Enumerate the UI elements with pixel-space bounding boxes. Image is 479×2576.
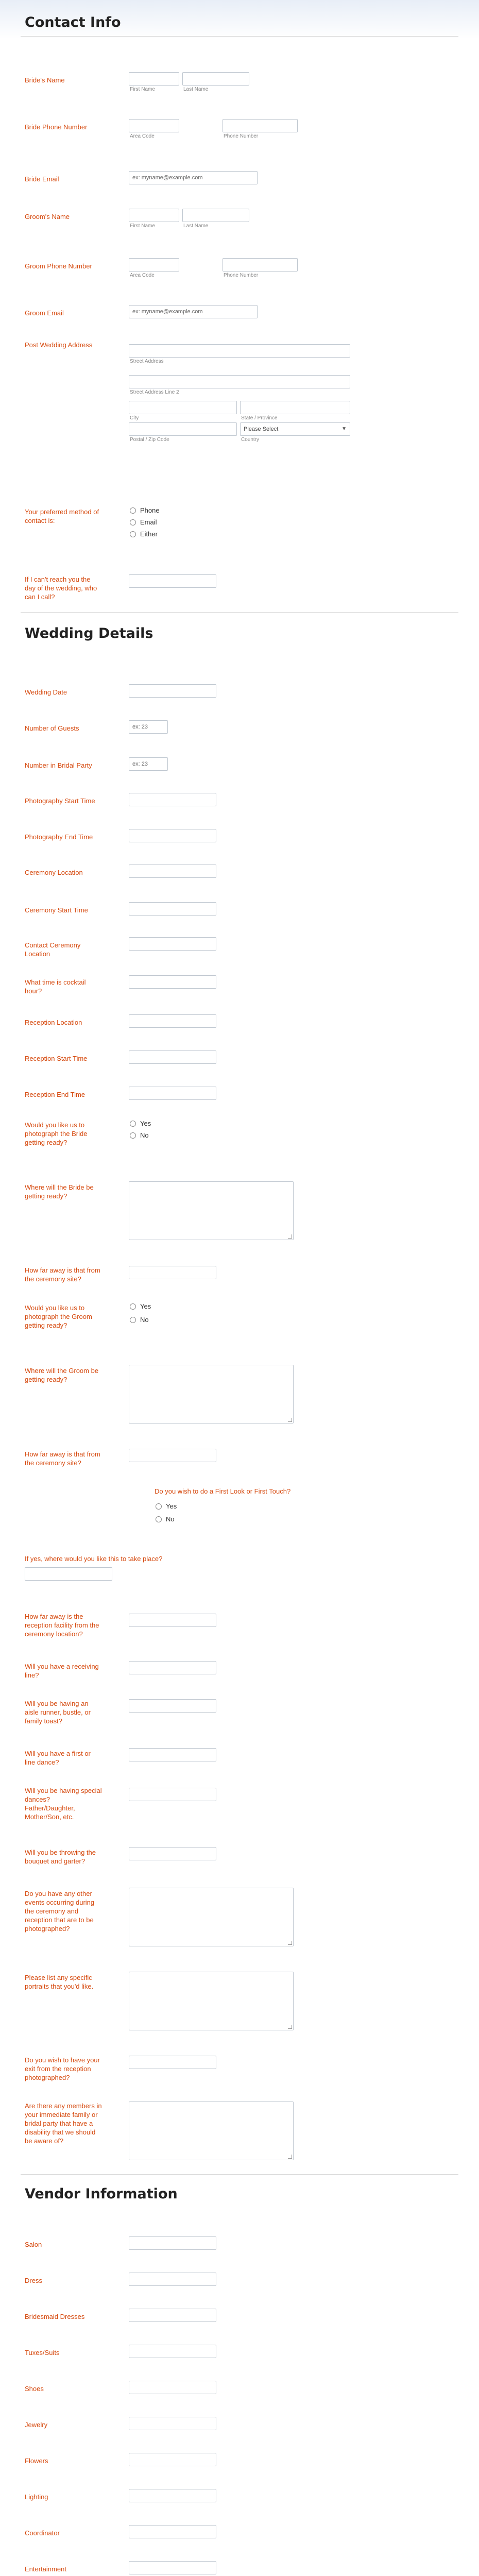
street-address-input[interactable] — [129, 344, 350, 358]
vendor-info-heading: Vendor Information — [25, 2186, 178, 2202]
ceremony-location-label: Ceremony Location — [25, 869, 83, 876]
first-dance-input[interactable] — [129, 1748, 216, 1761]
groom-first-name-input[interactable] — [129, 209, 179, 222]
bride-ready-yes-radio[interactable] — [130, 1121, 136, 1127]
vendor-bridesmaid-input[interactable] — [129, 2309, 216, 2322]
groom-ready-no-radio[interactable] — [130, 1317, 136, 1323]
ceremony-location-input[interactable] — [129, 865, 216, 878]
ceremony-start-label: Ceremony Start Time — [25, 906, 88, 914]
first-look-where-input[interactable] — [25, 1567, 112, 1581]
where-bride-label: Where will the Bride be getting ready? — [25, 1183, 94, 1200]
groom-email-label: Groom Email — [25, 309, 64, 317]
vendor-bridesmaid-label: Bridesmaid Dresses — [25, 2313, 85, 2320]
disability-label: Are there any members in your immediate family or bridal party that have a disability that we should be aware of? — [25, 2102, 102, 2145]
vendor-entertainment-label: Entertainment — [25, 2565, 66, 2573]
where-bride-textarea[interactable] — [129, 1181, 294, 1240]
first-name-sublabel: First Name — [130, 223, 155, 229]
aisle-runner-input[interactable] — [129, 1699, 216, 1713]
photo-end-label: Photography End Time — [25, 833, 93, 841]
bouquet-garter-input[interactable] — [129, 1847, 216, 1860]
wedding-details-heading: Wedding Details — [25, 625, 153, 641]
receiving-line-input[interactable] — [129, 1661, 216, 1674]
vendor-lighting-label: Lighting — [25, 2493, 48, 2501]
num-party-input[interactable]: ex: 23 — [129, 757, 168, 771]
first-look-where-label: If yes, where would you like this to take place? — [25, 1555, 163, 1563]
vendor-jewelry-label: Jewelry — [25, 2421, 48, 2429]
bride-ready-no-radio[interactable] — [130, 1132, 136, 1139]
section-divider — [21, 2174, 458, 2175]
bride-ready-yes-option: Yes — [140, 1120, 151, 1127]
groom-name-label: Groom's Name — [25, 213, 70, 221]
vendor-shoes-input[interactable] — [129, 2381, 216, 2394]
vendor-dress-input[interactable] — [129, 2273, 216, 2286]
how-far-groom-input[interactable] — [129, 1449, 216, 1462]
emergency-contact-input[interactable] — [129, 574, 216, 588]
vendor-shoes-label: Shoes — [25, 2385, 44, 2393]
photo-end-input[interactable] — [129, 829, 216, 842]
area-code-sublabel: Area Code — [130, 273, 155, 278]
reception-location-input[interactable] — [129, 1014, 216, 1028]
num-party-label: Number in Bridal Party — [25, 761, 92, 769]
contact-info-heading: Contact Info — [25, 14, 121, 30]
state-sublabel: State / Province — [241, 415, 278, 421]
groom-email-input[interactable]: ex: myname@example.com — [129, 305, 258, 318]
special-portraits-textarea[interactable] — [129, 1972, 294, 2030]
first-look-label: Do you wish to do a First Look or First Touch? — [155, 1487, 291, 1495]
contact-either-option: Either — [140, 530, 158, 538]
contact-either-radio[interactable] — [130, 531, 136, 537]
city-input[interactable] — [129, 401, 237, 414]
groom-phone-label: Groom Phone Number — [25, 262, 92, 270]
cocktail-time-label: What time is cocktail hour? — [25, 978, 86, 995]
groom-ready-yes-radio[interactable] — [130, 1303, 136, 1310]
vendor-tuxes-label: Tuxes/Suits — [25, 2349, 60, 2357]
ceremony-start-input[interactable] — [129, 902, 216, 916]
first-name-sublabel: First Name — [130, 87, 155, 92]
special-dances-label: Will you be having special dances? Father/Daughter, Mother/Son, etc. — [25, 1787, 102, 1821]
vendor-salon-label: Salon — [25, 2241, 42, 2248]
phone-number-sublabel: Phone Number — [224, 133, 259, 139]
bouquet-garter-label: Will you be throwing the bouquet and garter? — [25, 1849, 96, 1865]
groom-area-code-input[interactable] — [129, 258, 179, 272]
receiving-line-label: Will you have a receiving line? — [25, 1663, 99, 1679]
vendor-tuxes-input[interactable] — [129, 2345, 216, 2358]
bride-phone-label: Bride Phone Number — [25, 123, 88, 131]
reception-end-input[interactable] — [129, 1087, 216, 1100]
other-events-label: Do you have any other events occurring during the ceremony and reception that are to be photographed? — [25, 1890, 95, 1933]
vendor-coordinator-label: Coordinator — [25, 2529, 60, 2537]
cocktail-time-input[interactable] — [129, 975, 216, 989]
reception-location-label: Reception Location — [25, 1019, 82, 1026]
bride-email-label: Bride Email — [25, 175, 59, 183]
contact-email-option: Email — [140, 518, 157, 526]
disability-textarea[interactable] — [129, 2102, 294, 2160]
bride-ready-label: Would you like us to photograph the Bride getting ready? — [25, 1121, 88, 1146]
bride-first-name-input[interactable] — [129, 72, 179, 86]
vendor-jewelry-input[interactable] — [129, 2417, 216, 2430]
groom-ready-label: Would you like us to photograph the Groom getting ready? — [25, 1304, 92, 1329]
country-sublabel: Country — [241, 437, 260, 443]
how-far-reception-input[interactable] — [129, 1614, 216, 1627]
street-address-2-input[interactable] — [129, 375, 350, 388]
first-look-no-radio[interactable] — [156, 1516, 162, 1522]
bride-phone-input[interactable] — [223, 119, 298, 132]
zip-sublabel: Postal / Zip Code — [130, 437, 169, 443]
first-look-yes-option: Yes — [166, 1502, 177, 1510]
num-guests-input[interactable]: ex: 23 — [129, 720, 168, 734]
state-input[interactable] — [240, 401, 350, 414]
reception-start-label: Reception Start Time — [25, 1055, 88, 1062]
first-dance-label: Will you have a first or line dance? — [25, 1750, 91, 1766]
city-sublabel: City — [130, 415, 139, 421]
first-look-no-option: No — [166, 1515, 175, 1523]
contact-ceremony-input[interactable] — [129, 937, 216, 951]
vendor-entertainment-input[interactable] — [129, 2561, 216, 2574]
groom-ready-no-option: No — [140, 1316, 149, 1324]
first-look-yes-radio[interactable] — [156, 1503, 162, 1510]
country-select[interactable] — [240, 422, 350, 436]
num-guests-label: Number of Guests — [25, 724, 79, 732]
area-code-sublabel: Area Code — [130, 133, 155, 139]
photo-start-label: Photography Start Time — [25, 797, 95, 805]
reception-start-input[interactable] — [129, 1050, 216, 1064]
contact-email-radio[interactable] — [130, 519, 136, 526]
reception-end-label: Reception End Time — [25, 1091, 85, 1098]
post-address-label: Post Wedding Address — [25, 341, 93, 349]
how-far-bride-label: How far away is that from the ceremony site? — [25, 1266, 100, 1283]
vendor-salon-input[interactable] — [129, 2236, 216, 2250]
groom-phone-input[interactable] — [223, 258, 298, 272]
bride-ready-no-option: No — [140, 1131, 149, 1139]
bride-last-name-input[interactable] — [182, 72, 249, 86]
section-divider — [21, 612, 458, 613]
photo-start-input[interactable] — [129, 793, 216, 806]
vendor-dress-label: Dress — [25, 2277, 42, 2284]
vendor-coordinator-input[interactable] — [129, 2525, 216, 2538]
other-events-textarea[interactable] — [129, 1888, 294, 1946]
vendor-flowers-input[interactable] — [129, 2453, 216, 2466]
groom-ready-yes-option: Yes — [140, 1302, 151, 1310]
last-name-sublabel: Last Name — [183, 223, 209, 229]
bride-name-label: Bride's Name — [25, 76, 65, 84]
how-far-bride-input[interactable] — [129, 1266, 216, 1279]
how-far-groom-label: How far away is that from the ceremony site? — [25, 1450, 100, 1467]
street-address-2-sublabel: Street Address Line 2 — [130, 389, 179, 395]
bride-area-code-input[interactable] — [129, 119, 179, 132]
country-select-value: Please Select — [244, 426, 279, 432]
contact-ceremony-label: Contact Ceremony Location — [25, 941, 81, 958]
aisle-runner-label: Will you be having an aisle runner, bustle, or family toast? — [25, 1700, 91, 1725]
special-portraits-label: Please list any specific portraits that you'd like. — [25, 1974, 94, 1990]
contact-phone-radio[interactable] — [130, 507, 136, 514]
exit-photo-input[interactable] — [129, 2056, 216, 2069]
vendor-lighting-input[interactable] — [129, 2489, 216, 2502]
chevron-down-icon: ▼ — [341, 426, 347, 432]
where-groom-label: Where will the Groom be getting ready? — [25, 1367, 99, 1383]
bride-email-input[interactable]: ex: myname@example.com — [129, 171, 258, 184]
zip-input[interactable] — [129, 422, 237, 436]
how-far-reception-label: How far away is the reception facility from the ceremony location? — [25, 1613, 99, 1638]
vendor-flowers-label: Flowers — [25, 2457, 48, 2465]
phone-number-sublabel: Phone Number — [224, 273, 259, 278]
exit-photo-label: Do you wish to have your exit from the reception photographed? — [25, 2056, 100, 2081]
contact-phone-option: Phone — [140, 506, 160, 514]
last-name-sublabel: Last Name — [183, 87, 209, 92]
street-address-sublabel: Street Address — [130, 359, 164, 364]
special-dances-input[interactable] — [129, 1788, 216, 1801]
where-groom-textarea[interactable] — [129, 1365, 294, 1423]
cant-reach-label: If I can't reach you the day of the wedding, who can I call? — [25, 575, 97, 601]
wedding-date-input[interactable] — [129, 684, 216, 698]
section-divider — [21, 36, 458, 37]
wedding-date-label: Wedding Date — [25, 688, 67, 696]
groom-last-name-input[interactable] — [182, 209, 249, 222]
contact-method-label: Your preferred method of contact is: — [25, 508, 99, 524]
